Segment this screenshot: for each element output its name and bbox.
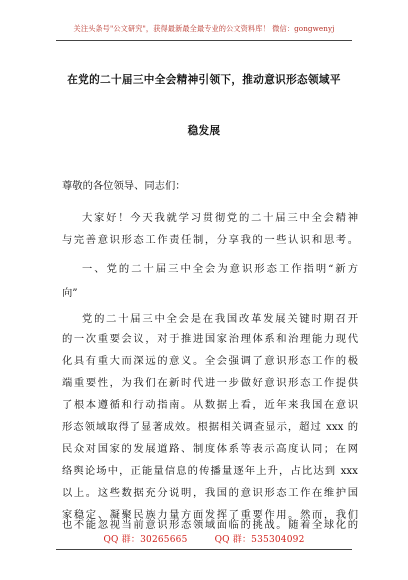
body-line: 络舆论场中，正能量信息的传播量逐年上升，占比达到 xxx <box>62 465 358 477</box>
body-line: 形态领域取得了显著成效。根据相关调查显示，超过 xxx 的 <box>62 421 358 433</box>
body-line: 的一次重要会议，对于推进国家治理体系和治理能力现代 <box>62 333 358 345</box>
salutation: 尊敬的各位领导、同志们： <box>62 180 186 192</box>
footer-qq-groups <box>0 532 408 545</box>
header-divider <box>56 40 352 41</box>
section-heading-line-2: 向” <box>62 287 78 299</box>
footer-divider <box>56 549 352 550</box>
header-banner: 关注头条号"公文研究"，获得最新最全最专业的公文资料库！ 微信：gongwenyj <box>73 24 335 33</box>
body-line: 端重要性，为我们在新时代进一步做好意识形态工作提供 <box>62 377 358 389</box>
body-line: 了根本遵循和行动指南。从数据上看，近年来我国在意识 <box>62 399 358 411</box>
footer-qq-group-1: QQ 群：30265665 <box>103 535 188 545</box>
body-line: 党的二十届三中全会是在我国改革发展关键时期召开 <box>82 313 358 325</box>
body-line: 民众对国家的发展道路、制度体系等表示高度认同；在网 <box>62 443 358 455</box>
footer-qq-group-2: QQ 群：535304092 <box>214 535 305 545</box>
body-line: 化具有重大而深远的意义。全会强调了意识形态工作的极 <box>62 355 358 367</box>
body-line: 也不能忽视当前意识形态领域面临的挑战。随着全球化的 <box>62 519 358 531</box>
body-line: 大家好！今天我就学习贯彻党的二十届三中全会精神 <box>82 212 358 224</box>
body-line: 家稳定、凝聚民族力量方面发挥了重要作用。然而，我们 <box>62 509 358 521</box>
section-heading-line-1: 一、党的二十届三中全会为意识形态工作指明“新方 <box>82 263 358 275</box>
body-line: 与完善意识形态工作责任制，分享我的一些认识和思考。 <box>62 234 358 246</box>
document-title-line-2: 稳发展 <box>187 125 221 137</box>
document-title-line-1: 在党的二十届三中全会精神引领下，推动意识形态领域平 <box>67 74 341 86</box>
body-line: 以上。这些数据充分说明，我国的意识形态工作在维护国 <box>62 487 358 499</box>
